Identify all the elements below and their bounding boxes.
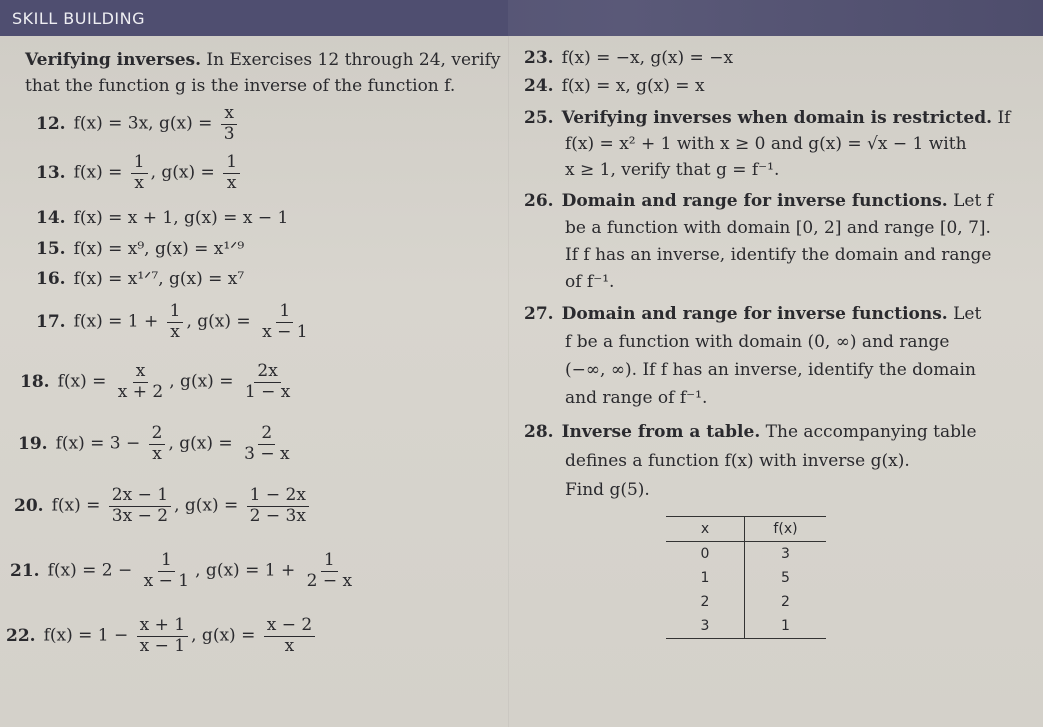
fraction-numerator: 1 xyxy=(276,302,293,323)
fraction-numerator: 1 xyxy=(223,153,240,174)
exercise-26-line-2: be a function with domain [0, 2] and range [0, 7]. xyxy=(565,218,991,238)
table-cell: 2 xyxy=(781,594,790,610)
fraction xyxy=(167,302,184,342)
exercise-number: 26. xyxy=(524,191,554,211)
exercise-26-line-4: of f⁻¹. xyxy=(565,272,615,292)
exercise-number: 16. xyxy=(36,269,66,289)
table-cell: 3 xyxy=(666,614,745,639)
fraction-numerator: 1 − 2x xyxy=(247,486,309,507)
fraction xyxy=(221,104,238,144)
exercise-24 xyxy=(524,76,705,96)
fraction-denominator: x − 1 xyxy=(139,635,186,656)
fraction-denominator: x xyxy=(284,635,295,656)
exercise-heading: Verifying inverses when domain is restricted. xyxy=(561,108,993,128)
table-cell: 1 xyxy=(666,566,745,590)
exercise-25-line-3: x ≥ 1, verify that g = f⁻¹. xyxy=(565,160,780,180)
fraction-numerator: x xyxy=(133,362,149,383)
exercise-27-line-4: and range of f⁻¹. xyxy=(565,388,708,408)
fraction xyxy=(242,362,293,402)
exercise-expression: , g(x) = 1 + xyxy=(195,560,296,581)
exercise-28-line-3: Find g(5). xyxy=(565,480,650,500)
fraction-denominator: 1 − x xyxy=(244,381,291,402)
exercise-heading: Domain and range for inverse functions. xyxy=(561,304,948,324)
exercise-23 xyxy=(524,48,733,68)
exercise-expression: , g(x) = xyxy=(169,371,234,392)
exercise-text: The accompanying table xyxy=(760,422,977,442)
intro-line-1 xyxy=(25,50,500,70)
exercise-expression: f(x) = −x, g(x) = −x xyxy=(561,48,734,68)
fraction-numerator: 1 xyxy=(321,551,338,572)
fraction xyxy=(264,616,315,656)
fraction xyxy=(141,551,192,591)
exercise-expression: f(x) = xyxy=(57,371,107,392)
intro-line-2: that the function g is the inverse of the function f. xyxy=(25,76,456,96)
exercise-26-line-1 xyxy=(524,191,993,211)
table-row xyxy=(666,542,826,567)
table-cell: 1 xyxy=(745,614,827,639)
exercise-13 xyxy=(36,153,243,193)
exercise-text: Let xyxy=(947,304,982,324)
exercise-number: 17. xyxy=(36,311,66,332)
fraction xyxy=(149,424,166,464)
exercise-expression: , g(x) = xyxy=(168,433,233,454)
exercise-number: 27. xyxy=(524,304,554,324)
table-row xyxy=(666,614,826,639)
exercise-expression: , g(x) = xyxy=(186,311,251,332)
exercise-expression: , g(x) = xyxy=(191,625,256,646)
fraction-denominator: x xyxy=(226,172,237,193)
exercise-17 xyxy=(36,302,314,342)
exercise-expression: f(x) = 3 − xyxy=(55,433,141,454)
fraction-numerator: x xyxy=(221,104,237,125)
exercise-27-line-3: (−∞, ∞). If f has an inverse, identify the domain xyxy=(565,360,976,380)
fraction-denominator: x xyxy=(170,321,180,342)
exercise-27-line-1 xyxy=(524,304,981,324)
fraction xyxy=(137,616,188,656)
fraction-denominator: x xyxy=(152,443,162,464)
exercise-expression: f(x) = x¹ᐟ⁷, g(x) = x⁷ xyxy=(73,269,245,289)
exercise-expression: f(x) = 1 − xyxy=(43,625,129,646)
exercise-25-line-1 xyxy=(524,108,1010,128)
exercise-expression: , g(x) = xyxy=(150,162,215,183)
exercise-text: Let f xyxy=(947,191,993,211)
exercise-text: If xyxy=(992,108,1011,128)
table-cell: 2 xyxy=(666,590,745,614)
fraction xyxy=(241,424,292,464)
table-row xyxy=(666,590,826,614)
exercise-number: 25. xyxy=(524,108,554,128)
exercise-18 xyxy=(20,362,296,402)
table-header-row xyxy=(666,517,826,542)
fraction-denominator: x + 2 xyxy=(117,381,164,402)
fraction xyxy=(259,302,310,342)
fraction-denominator: x − 1 xyxy=(143,570,190,591)
fraction-denominator: 3 xyxy=(223,123,235,144)
exercise-heading: Domain and range for inverse functions. xyxy=(561,191,948,211)
exercise-number: 14. xyxy=(36,208,66,228)
exercise-expression: f(x) = 2 − xyxy=(47,560,133,581)
exercise-expression: f(x) = x⁹, g(x) = x¹ᐟ⁹ xyxy=(73,239,245,259)
fraction xyxy=(223,153,240,193)
fraction-denominator: 3 − x xyxy=(244,443,290,464)
exercise-25-line-2: f(x) = x² + 1 with x ≥ 0 and g(x) = √x − 1 with xyxy=(565,134,967,154)
fraction-numerator: 1 xyxy=(158,551,175,572)
function-table-grid xyxy=(666,516,826,639)
exercise-number: 13. xyxy=(36,162,66,183)
exercise-14 xyxy=(36,208,288,228)
exercise-expression: f(x) = x + 1, g(x) = x − 1 xyxy=(73,208,289,228)
exercise-27-line-2: f be a function with domain (0, ∞) and range xyxy=(565,332,950,352)
fraction-denominator: x xyxy=(134,172,144,193)
exercise-28-line-1 xyxy=(524,422,977,442)
exercise-expression: f(x) = xyxy=(51,495,101,516)
fraction xyxy=(247,486,309,526)
fraction xyxy=(115,362,166,402)
fraction xyxy=(131,153,148,193)
exercise-12 xyxy=(36,104,241,144)
fraction-numerator: 2x − 1 xyxy=(109,486,171,507)
column-header-x: x xyxy=(666,517,745,542)
exercise-expression: f(x) = 1 + xyxy=(73,311,159,332)
section-header-bar xyxy=(0,0,1043,36)
fraction-numerator: 2 xyxy=(258,424,275,445)
column-divider xyxy=(508,36,509,727)
table-row xyxy=(666,566,826,590)
exercise-heading: Inverse from a table. xyxy=(561,422,761,442)
intro-heading: Verifying inverses. xyxy=(25,50,202,70)
fraction-numerator: x − 2 xyxy=(264,616,315,637)
exercise-number: 18. xyxy=(20,371,50,392)
fraction-numerator: 2x xyxy=(254,362,280,383)
table-cell: 0 xyxy=(666,542,745,567)
fraction-denominator: 2 − 3x xyxy=(249,505,306,526)
exercise-26-line-3: If f has an inverse, identify the domain and range xyxy=(565,245,992,265)
section-title: SKILL BUILDING xyxy=(12,9,146,28)
exercise-expression: f(x) = x, g(x) = x xyxy=(561,76,705,96)
fraction-numerator: x + 1 xyxy=(137,616,188,637)
table-cell: 5 xyxy=(781,570,790,586)
exercise-number: 24. xyxy=(524,76,554,96)
exercise-number: 20. xyxy=(14,495,44,516)
fraction-numerator: 1 xyxy=(167,302,184,323)
exercise-number: 19. xyxy=(18,433,48,454)
exercise-number: 28. xyxy=(524,422,554,442)
table-cell: 3 xyxy=(781,546,790,562)
fraction-numerator: 1 xyxy=(131,153,148,174)
exercise-number: 22. xyxy=(6,625,36,646)
exercise-expression: f(x) = 3x, g(x) = xyxy=(73,113,213,134)
exercise-21 xyxy=(10,551,358,591)
intro-text-1: In Exercises 12 through 24, verify xyxy=(201,50,501,70)
column-header-fx: f(x) xyxy=(745,517,827,542)
exercise-15 xyxy=(36,239,244,259)
exercise-expression: , g(x) = xyxy=(174,495,239,516)
function-table xyxy=(666,516,826,639)
exercise-number: 12. xyxy=(36,113,66,134)
exercise-19 xyxy=(18,424,296,464)
exercise-20 xyxy=(14,486,312,526)
fraction-denominator: 2 − x xyxy=(306,570,353,591)
fraction-denominator: x − 1 xyxy=(262,321,308,342)
fraction-denominator: 3x − 2 xyxy=(111,505,169,526)
fraction-numerator: 2 xyxy=(149,424,166,445)
exercise-22 xyxy=(6,616,318,656)
exercise-16 xyxy=(36,269,244,289)
fraction xyxy=(109,486,171,526)
exercise-number: 21. xyxy=(10,560,40,581)
exercise-number: 15. xyxy=(36,239,66,259)
fraction xyxy=(304,551,355,591)
exercise-28-line-2: defines a function f(x) with inverse g(x). xyxy=(565,451,910,471)
exercise-expression: f(x) = xyxy=(73,162,123,183)
exercise-number: 23. xyxy=(524,48,554,68)
